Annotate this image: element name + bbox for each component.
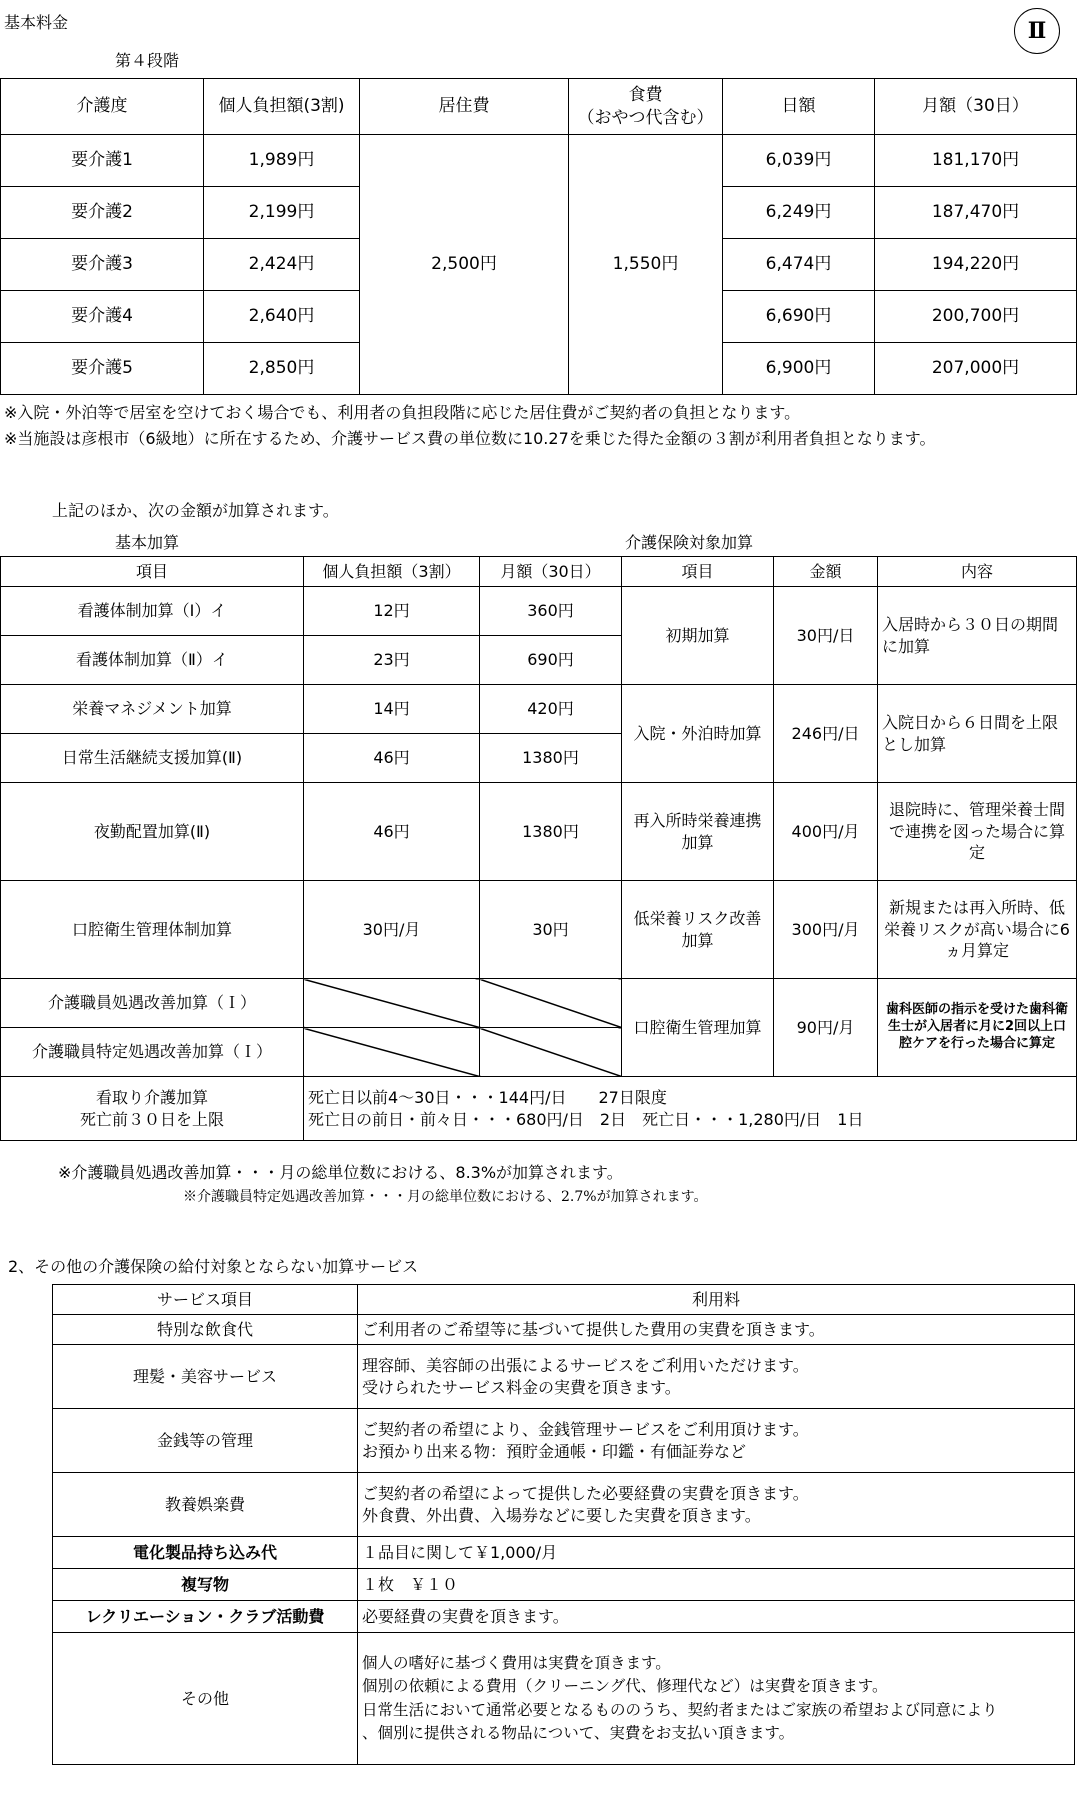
care-level: 要介護3	[1, 239, 204, 291]
header-housing: 居住費	[360, 79, 569, 135]
right-content: 歯科医師の指示を受けた歯科衛生士が入居者に月に2回以上口腔ケアを行った場合に算定	[878, 979, 1077, 1077]
service-item: 電化製品持ち込み代	[53, 1537, 358, 1569]
table-row	[1, 135, 1077, 187]
monthly-value: 200,700円	[875, 291, 1077, 343]
note-line: ※介護職員特定処遇改善加算・・・月の総単位数における、2.7%が加算されます。	[183, 1189, 708, 1205]
empty-slash-cell	[304, 979, 480, 1028]
housing-value: 2,500円	[360, 135, 569, 395]
fee-line: 、個別に提供される物品について、実費をお支払い頂きます。	[362, 1723, 795, 1742]
daily-value: 6,900円	[723, 343, 875, 395]
page-title: 基本料金	[4, 13, 69, 32]
table-row	[53, 1601, 1075, 1633]
terminal-care-detail	[304, 1077, 1077, 1141]
service-item: 複写物	[53, 1569, 358, 1601]
service-fee	[358, 1345, 1075, 1409]
monthly-value: 194,220円	[875, 239, 1077, 291]
terminal-detail-line: 死亡日の前日・前々日・・・680円/日 2日 死亡日・・・1,280円/日 1日	[308, 1109, 864, 1129]
terminal-item-line: 死亡前３０日を上限	[79, 1109, 224, 1129]
header-daily: 日額	[723, 79, 875, 135]
header-burden: 個人負担額（3割）	[304, 557, 480, 587]
fee-line: 日常生活において通常必要となるもののうち、契約者またはご家族の希望および同意により	[362, 1700, 998, 1719]
table-row	[53, 1315, 1075, 1345]
daily-value: 6,249円	[723, 187, 875, 239]
burden-value: 2,199円	[204, 187, 360, 239]
table-row	[53, 1345, 1075, 1409]
fee-line: １品目に関して￥1,000/月	[362, 1542, 558, 1562]
section-title: 2、その他の介護保険の給付対象とならない加算サービス	[8, 1257, 419, 1276]
header-item: 項目	[1, 557, 304, 587]
right-amount: 300円/月	[774, 881, 878, 979]
section-intro: 上記のほか、次の金額が加算されます。	[52, 501, 339, 520]
addition-table	[0, 556, 1077, 1141]
basic-fee-table	[0, 78, 1077, 395]
left-item: 栄養マネジメント加算	[1, 685, 304, 734]
burden-value: 2,850円	[204, 343, 360, 395]
right-item: 再入所時栄養連携加算	[622, 783, 774, 881]
fee-line: お預かり出来る物：預貯金通帳・印鑑・有価証券など	[362, 1441, 747, 1461]
left-burden: 46円	[304, 734, 480, 783]
header-fee: 利用料	[358, 1285, 1075, 1315]
right-item: 低栄養リスク改善加算	[622, 881, 774, 979]
monthly-value: 181,170円	[875, 135, 1077, 187]
burden-value: 2,424円	[204, 239, 360, 291]
table-row	[1, 1077, 1077, 1141]
right-item: 初期加算	[622, 587, 774, 685]
care-level: 要介護2	[1, 187, 204, 239]
right-item: 入院・外泊時加算	[622, 685, 774, 783]
care-level: 要介護4	[1, 291, 204, 343]
left-item: 介護職員処遇改善加算（Ｉ）	[1, 979, 304, 1028]
table-row	[1, 979, 1077, 1028]
right-amount: 246円/日	[774, 685, 878, 783]
fee-line: １枚 ￥１０	[362, 1574, 459, 1594]
left-monthly: 30円	[480, 881, 622, 979]
header-monthly: 月額（30日）	[875, 79, 1077, 135]
left-burden: 30円/月	[304, 881, 480, 979]
fee-line: ご契約者の希望によって提供した必要経費の実費を頂きます。	[362, 1483, 809, 1503]
basic-addition-label: 基本加算	[115, 533, 180, 552]
monthly-value: 187,470円	[875, 187, 1077, 239]
table-row	[53, 1537, 1075, 1569]
left-burden: 14円	[304, 685, 480, 734]
table-row	[1, 587, 1077, 636]
fee-line: ご利用者のご希望等に基づいて提供した費用の実費を頂きます。	[362, 1319, 825, 1339]
empty-slash-cell	[480, 979, 622, 1028]
left-item: 夜勤配置加算(Ⅱ)	[1, 783, 304, 881]
header-ins-item: 項目	[622, 557, 774, 587]
stage-label: 第４段階	[115, 51, 180, 70]
fee-line: 個別の依頼による費用（クリーニング代、修理代など）は実費を頂きます。	[362, 1677, 888, 1696]
right-amount: 400円/月	[774, 783, 878, 881]
service-fee	[358, 1315, 1075, 1345]
fee-line: 受けられたサービス料金の実費を頂きます。	[362, 1377, 681, 1397]
daily-value: 6,690円	[723, 291, 875, 343]
header-care-level: 介護度	[1, 79, 204, 135]
header-food	[569, 79, 723, 135]
burden-value: 2,640円	[204, 291, 360, 343]
right-content: 新規または再入所時、低栄養リスクが高い場合に6ヵ月算定	[878, 881, 1077, 979]
note-line: ※当施設は彦根市（6級地）に所在するため、介護サービス費の単位数に10.27を乗じた得た金額の３割が利用者負担となります。	[4, 429, 936, 448]
header-monthly: 月額（30日）	[480, 557, 622, 587]
fee-line: 必要経費の実費を頂きます。	[362, 1606, 569, 1626]
care-level: 要介護1	[1, 135, 204, 187]
left-monthly: 420円	[480, 685, 622, 734]
left-item: 介護職員特定処遇改善加算（Ｉ）	[1, 1028, 304, 1077]
insurance-addition-label: 介護保険対象加算	[625, 533, 754, 552]
table-row	[1, 783, 1077, 881]
monthly-value: 207,000円	[875, 343, 1077, 395]
right-content: 入院日から６日間を上限とし加算	[878, 685, 1077, 783]
header-service-item: サービス項目	[53, 1285, 358, 1315]
left-burden: 12円	[304, 587, 480, 636]
service-item: 理髪・美容サービス	[53, 1345, 358, 1409]
fee-line: 理容師、美容師の出張によるサービスをご利用いただけます。	[362, 1355, 809, 1375]
empty-slash-cell	[480, 1028, 622, 1077]
header-food-line1: 食費	[628, 84, 663, 105]
daily-value: 6,474円	[723, 239, 875, 291]
other-services-table	[52, 1284, 1075, 1765]
right-item: 口腔衛生管理加算	[622, 979, 774, 1077]
table-row	[1, 881, 1077, 979]
left-burden: 23円	[304, 636, 480, 685]
left-monthly: 360円	[480, 587, 622, 636]
header-amount: 金額	[774, 557, 878, 587]
left-item: 看護体制加算（Ⅱ）イ	[1, 636, 304, 685]
service-fee	[358, 1409, 1075, 1473]
header-food-line2: （おやつ代含む）	[577, 107, 714, 128]
service-fee	[358, 1601, 1075, 1633]
table-row	[53, 1409, 1075, 1473]
table-row	[53, 1633, 1075, 1765]
service-fee	[358, 1633, 1075, 1765]
header-content: 内容	[878, 557, 1077, 587]
service-item: 特別な飲食代	[53, 1315, 358, 1345]
daily-value: 6,039円	[723, 135, 875, 187]
table-row	[53, 1473, 1075, 1537]
right-content: 入居時から３０日の期間に加算	[878, 587, 1077, 685]
terminal-detail-line: 死亡日以前4～30日・・・144円/日 27日限度	[308, 1087, 667, 1107]
note-line: ※入院・外泊等で居室を空けておく場合でも、利用者の負担段階に応じた居住費がご契約者の負担となります。	[4, 403, 801, 422]
service-item: レクリエーション・クラブ活動費	[53, 1601, 358, 1633]
fee-line: ご契約者の希望により、金銭管理サービスをご利用頂けます。	[362, 1419, 809, 1439]
right-content: 退院時に、管理栄養士間で連携を図った場合に算定	[878, 783, 1077, 881]
page-mark: Ⅱ	[1014, 8, 1060, 54]
terminal-care-item	[1, 1077, 304, 1141]
fee-line: 外食費、外出費、入場券などに要した実費を頂きます。	[362, 1505, 761, 1525]
header-burden: 個人負担額(3割)	[204, 79, 360, 135]
right-amount: 30円/日	[774, 587, 878, 685]
service-item: 教養娯楽費	[53, 1473, 358, 1537]
left-monthly: 1380円	[480, 734, 622, 783]
service-item: その他	[53, 1633, 358, 1765]
note-line: ※介護職員処遇改善加算・・・月の総単位数における、8.3%が加算されます。	[58, 1163, 623, 1182]
left-monthly: 690円	[480, 636, 622, 685]
care-level: 要介護5	[1, 343, 204, 395]
service-fee	[358, 1473, 1075, 1537]
terminal-item-line: 看取り介護加算	[95, 1087, 208, 1107]
service-item: 金銭等の管理	[53, 1409, 358, 1473]
left-item: 日常生活継続支援加算(Ⅱ)	[1, 734, 304, 783]
right-amount: 90円/月	[774, 979, 878, 1077]
left-item: 口腔衛生管理体制加算	[1, 881, 304, 979]
empty-slash-cell	[304, 1028, 480, 1077]
service-fee	[358, 1569, 1075, 1601]
left-monthly: 1380円	[480, 783, 622, 881]
food-value: 1,550円	[569, 135, 723, 395]
table-row	[53, 1569, 1075, 1601]
burden-value: 1,989円	[204, 135, 360, 187]
table-row	[1, 685, 1077, 734]
fee-line: 個人の嗜好に基づく費用は実費を頂きます。	[362, 1654, 671, 1672]
service-fee	[358, 1537, 1075, 1569]
left-burden: 46円	[304, 783, 480, 881]
left-item: 看護体制加算（Ⅰ）イ	[1, 587, 304, 636]
